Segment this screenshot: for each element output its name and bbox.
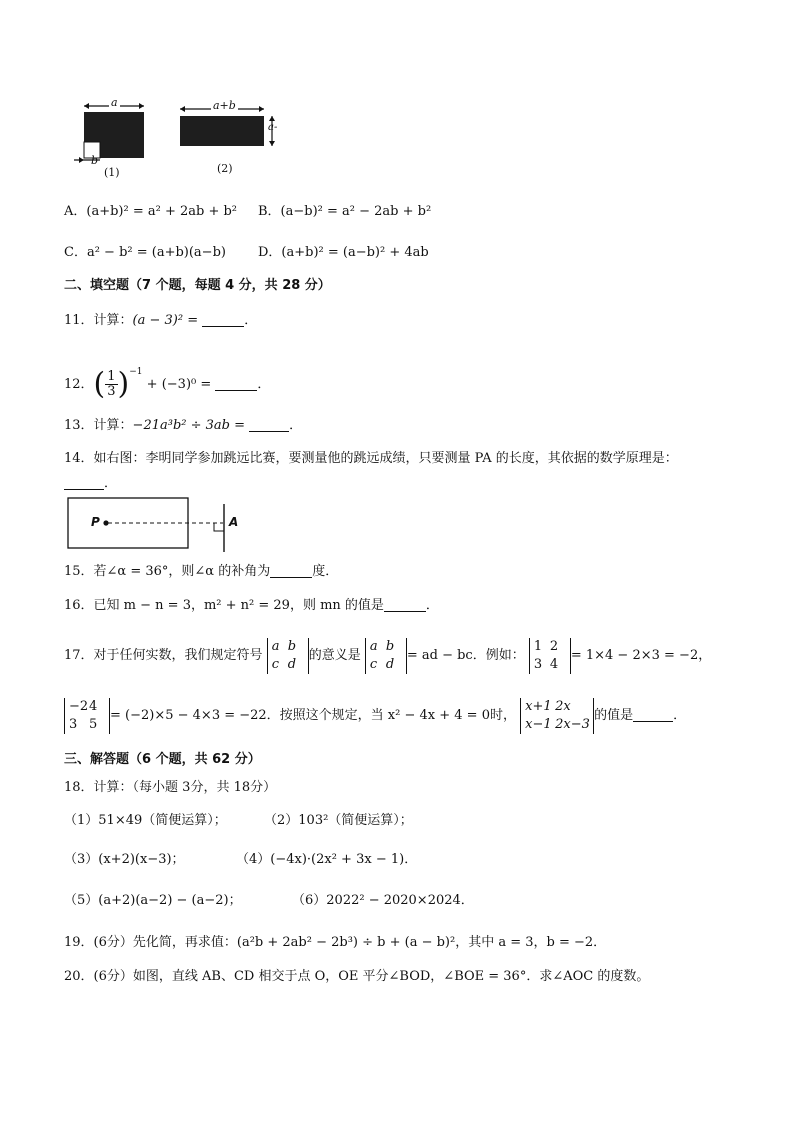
matrix-cell: 3 — [533, 656, 543, 672]
figure-2-label-top: a+b — [213, 99, 236, 112]
q18-item-1: （1）51×49（简便运算）； — [64, 813, 227, 828]
section-2-heading: 二、填空题（7 个题，每题 4 分，共 28 分） — [64, 278, 331, 293]
option-a: A．(a+b)² = a² + 2ab + b² — [64, 204, 238, 219]
matrix-cell: b — [385, 638, 395, 654]
figure-2-caption: (2) — [217, 162, 233, 175]
matrix-cell: x−1 — [525, 716, 552, 732]
figure-1-label-a: a — [111, 96, 118, 109]
q15-answer-blank — [270, 563, 312, 578]
q16-answer-blank — [384, 597, 426, 612]
q12-numerator: 1 — [107, 369, 116, 384]
option-d: D．(a+b)² = (a−b)² + 4ab — [258, 245, 429, 260]
option-c: C．a² − b² = (a+b)(a−b) — [64, 245, 226, 260]
q17-part-4: = 1×4 − 2×3 = −2， — [570, 648, 712, 663]
q12-exponent: −1 — [129, 367, 143, 377]
figure-1-label-b: b — [91, 154, 99, 167]
matrix-cell: 2 — [549, 638, 559, 654]
matrix-cell: a — [271, 638, 280, 654]
q18-item-5: （5）(a+2)(a−2) − (a−2)； — [64, 893, 242, 908]
matrix-cell: 4 — [549, 656, 559, 672]
q16-end: ． — [425, 598, 439, 613]
question-12: 12．( $\frac{1}{3}$ )$^{-1}$ + (−3)⁰ = ． — [64, 366, 271, 402]
q12-rest: + (−3)⁰ = — [142, 377, 212, 392]
q17-matrix-example — [529, 638, 571, 674]
fig14-point-p: P — [91, 515, 100, 529]
figure-2-label-side: a- — [268, 122, 278, 133]
option-b: B．(a−b)² = a² − 2ab + b² — [258, 204, 432, 219]
q13-end: ． — [289, 418, 303, 433]
question-14: 14．如右图：李明同学参加跳远比赛，要测量他的跳远成绩，只要测量 PA 的长度，其依据的数学原理是： — [64, 451, 678, 466]
matrix-cell: 5 — [89, 716, 98, 732]
question-14-blank-line — [64, 474, 117, 494]
q17-part-2: 的意义是 — [308, 648, 361, 663]
matrix-cell: 4 — [89, 698, 98, 714]
section-3-heading: 三、解答题（6 个题，共 62 分） — [64, 752, 261, 767]
q17-part-5: = (−2)×5 − 4×3 = −22．按照这个规定，当 x² − 4x + 4 = 0时， — [110, 708, 516, 723]
q18-item-2: （2）103²（简便运算）； — [264, 813, 413, 828]
q11-end: ． — [244, 313, 258, 328]
q13-expr: −21a³b² ÷ 3ab = — [132, 418, 246, 433]
q17-matrix-definition — [365, 638, 407, 674]
matrix-cell: c — [369, 656, 378, 672]
matrix-cell: d — [287, 656, 297, 672]
q13-prefix: 13．计算： — [64, 418, 133, 433]
q12-answer-blank — [215, 376, 257, 391]
q17-matrix-symbol — [267, 638, 309, 674]
matrix-cell: 2x−3 — [555, 716, 590, 732]
q11-prefix: 11．计算： — [64, 313, 133, 328]
q16-prefix: 16．已知 m − n = 3，m² + n² = 29，则 mn 的值是 — [64, 598, 384, 613]
matrix-cell: d — [385, 656, 395, 672]
matrix-cell: 3 — [69, 716, 78, 732]
q17-part-1: 17．对于任何实数，我们规定符号 — [64, 648, 263, 663]
q14-end: ． — [104, 476, 118, 491]
q18-item-4: （4）(−4x)·(2x² + 3x − 1)． — [236, 852, 418, 867]
question-18-title: 18．计算：（每小题 3分，共 18分） — [64, 780, 277, 795]
question-20: 20．(6分）如图，直线 AB、CD 相交于点 O，OE 平分∠BOD，∠BOE = 36°．求∠AOC 的度数。 — [64, 969, 650, 984]
matrix-cell: b — [287, 638, 297, 654]
q17-part-6: 的值是 — [594, 708, 634, 723]
question-13 — [64, 416, 302, 436]
question-17-line-2 — [64, 696, 686, 736]
q12-prefix: 12． — [64, 377, 94, 392]
matrix-cell: a — [369, 638, 378, 654]
q17-matrix-negative — [64, 698, 110, 734]
q17-matrix-x — [520, 698, 594, 734]
q15-prefix: 15．若∠α = 36°，则∠α 的补角为 — [64, 564, 271, 579]
q12-end: ． — [257, 377, 271, 392]
fig14-point-a: A — [229, 515, 239, 529]
question-16 — [64, 596, 439, 616]
q14-answer-blank — [64, 475, 104, 490]
q17-end: ． — [673, 708, 687, 723]
figure-1-caption: (1) — [104, 166, 120, 179]
q17-part-3: = ad − bc．例如： — [406, 648, 525, 663]
matrix-cell: c — [271, 656, 279, 672]
q12-denominator: 3 — [107, 384, 116, 399]
question-15 — [64, 562, 338, 582]
question-11 — [64, 311, 257, 331]
question-17-line-1 — [64, 636, 711, 676]
matrix-cell: 1 — [533, 638, 543, 654]
q11-expr: (a − 3)² = — [132, 313, 199, 328]
matrix-cell: 2x — [555, 698, 571, 714]
q17-answer-blank — [633, 707, 673, 722]
q15-end: 度． — [312, 564, 339, 579]
matrix-cell: −2 — [69, 698, 89, 714]
matrix-cell: x+1 — [525, 698, 552, 714]
q18-item-6: （6）2022² − 2020×2024． — [292, 893, 474, 908]
q13-answer-blank — [249, 417, 289, 432]
q18-item-3: （3）(x+2)(x−3)； — [64, 852, 185, 867]
q11-answer-blank — [202, 312, 244, 327]
question-19: 19．(6分）先化简，再求值：(a²b + 2ab² − 2b³) ÷ b + (a − b)²，其中 a = 3，b = −2． — [64, 935, 607, 950]
